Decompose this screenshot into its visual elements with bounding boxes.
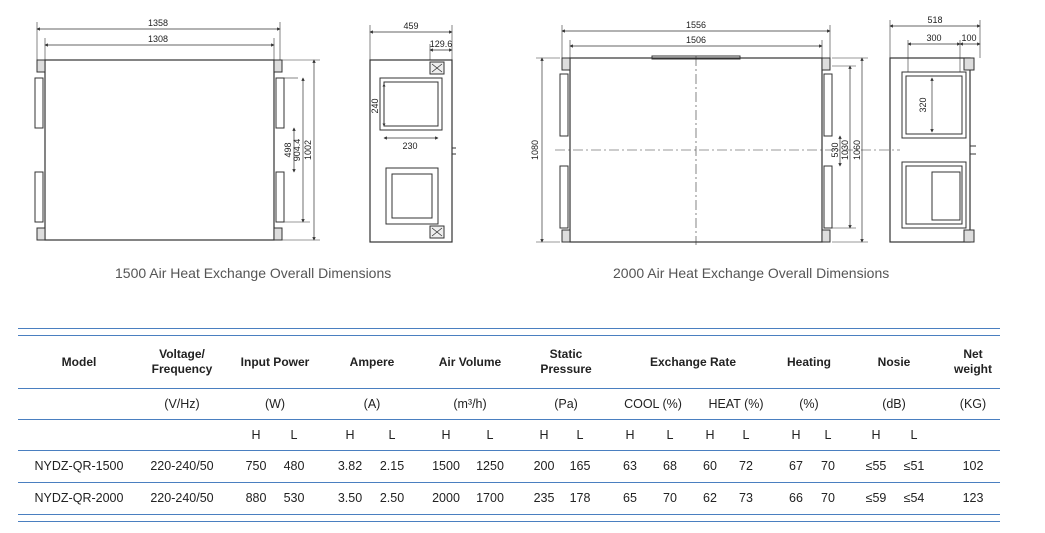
dim-1500-port-height: 240 [370, 98, 380, 114]
dim-2000-body-width: 1506 [685, 35, 707, 45]
cell-air-h: 1500 [432, 459, 460, 473]
cell-voltage: 220-240/50 [150, 459, 214, 473]
unit-heating: (%) [799, 396, 819, 411]
hl-power-l: L [290, 427, 298, 442]
unit-ampere: (A) [363, 396, 381, 411]
hl-heating-l: L [824, 427, 832, 442]
hl-noise-h: H [871, 427, 881, 442]
hl-air-l: L [486, 427, 494, 442]
cell-power-h: 750 [245, 459, 267, 473]
cell-noise-h: ≤59 [865, 491, 887, 505]
table-bottom-rule [18, 514, 1000, 522]
unit-pressure: (Pa) [554, 396, 578, 411]
caption-1500: 1500 Air Heat Exchange Overall Dimensions [115, 265, 392, 281]
cell-heating-h: 66 [789, 491, 803, 505]
cell-noise-l: ≤54 [903, 491, 925, 505]
unit-weight: (KG) [959, 396, 987, 411]
header-noise: Nosie [877, 354, 911, 369]
dim-2000-port-height: 320 [918, 97, 928, 113]
hl-heat-l: L [742, 427, 750, 442]
cell-air-l: 1700 [476, 491, 504, 505]
hl-cool-h: H [625, 427, 635, 442]
table-hl-row [18, 420, 1000, 450]
header-ampere: Ampere [349, 354, 395, 369]
unit-power: (W) [264, 396, 286, 411]
hl-power-h: H [251, 427, 261, 442]
cell-heating-h: 67 [789, 459, 803, 473]
cell-heat-l: 73 [739, 491, 753, 505]
cell-voltage: 220-240/50 [150, 491, 214, 505]
dim-2000-port-width: 300 [926, 33, 942, 43]
header-voltage: Voltage/ Frequency [151, 347, 213, 376]
header-net-weight: Net weight [954, 347, 992, 376]
hl-heat-h: H [705, 427, 715, 442]
hl-amp-h: H [345, 427, 355, 442]
cell-noise-h: ≤55 [865, 459, 887, 473]
hl-noise-l: L [910, 427, 918, 442]
dim-2000-overall-height: 1060 [852, 139, 862, 161]
cell-cool-l: 68 [663, 459, 677, 473]
header-air-volume: Air Volume [438, 354, 502, 369]
cell-heating-l: 70 [821, 459, 835, 473]
dim-2000-port-height: 530 [830, 142, 840, 158]
cell-air-l: 1250 [476, 459, 504, 473]
unit-2000-side-view [890, 20, 980, 242]
cell-amp-l: 2.15 [379, 459, 405, 473]
cell-heat-h: 62 [703, 491, 717, 505]
cell-sp-h: 200 [533, 459, 555, 473]
cell-air-h: 2000 [432, 491, 460, 505]
cell-amp-h: 3.82 [337, 459, 363, 473]
unit-1500-front-view [35, 22, 320, 240]
cell-sp-l: 178 [569, 491, 591, 505]
dim-2000-body-height: 1030 [840, 139, 850, 161]
unit-heat: HEAT (%) [708, 396, 764, 411]
dim-1500-body-width: 1308 [147, 34, 169, 44]
cell-weight: 123 [962, 491, 984, 505]
unit-model [18, 389, 140, 419]
header-model: Model [61, 354, 97, 369]
unit-noise: (dB) [882, 396, 906, 411]
cell-amp-l: 2.50 [379, 491, 405, 505]
cell-model: NYDZ-QR-2000 [34, 491, 124, 505]
cell-power-l: 480 [283, 459, 305, 473]
cell-cool-h: 63 [623, 459, 637, 473]
table-row [18, 483, 1000, 514]
unit-air-volume: (m³/h) [453, 396, 487, 411]
table-row [18, 451, 1000, 482]
header-heating: Heating [786, 354, 831, 369]
cell-sp-h: 235 [533, 491, 555, 505]
unit-cool: COOL (%) [624, 396, 682, 411]
table-units-row [18, 389, 1000, 419]
hl-air-h: H [441, 427, 451, 442]
header-exchange-rate: Exchange Rate [649, 354, 737, 369]
cell-heat-l: 72 [739, 459, 753, 473]
hl-heating-h: H [791, 427, 801, 442]
cell-amp-h: 3.50 [337, 491, 363, 505]
dim-1500-overall-height: 1002 [303, 139, 313, 161]
dim-1500-port-width: 230 [402, 141, 418, 151]
dim-2000-left-height: 1080 [530, 139, 540, 161]
cell-noise-l: ≤51 [903, 459, 925, 473]
cell-power-l: 530 [283, 491, 305, 505]
cell-power-h: 880 [245, 491, 267, 505]
dim-2000-overall-width: 1556 [685, 20, 707, 30]
dim-1500-port-offset: 129.6 [429, 39, 453, 49]
hl-sp-l: L [576, 427, 584, 442]
cell-cool-l: 70 [663, 491, 677, 505]
dim-1500-depth: 459 [403, 21, 419, 31]
spec-table [18, 328, 1000, 522]
dim-2000-depth: 518 [927, 15, 943, 25]
hl-cool-l: L [666, 427, 674, 442]
dim-1500-body-height: 904.4 [292, 138, 302, 162]
dim-1500-section-height: 498 [283, 142, 293, 158]
dim-2000-port-offset: 100 [961, 33, 977, 43]
unit-2000-front-view [536, 25, 900, 245]
cell-weight: 102 [962, 459, 984, 473]
hl-sp-h: H [539, 427, 549, 442]
cell-model: NYDZ-QR-1500 [34, 459, 124, 473]
unit-1500-side-view [370, 25, 456, 242]
header-input-power: Input Power [240, 354, 310, 369]
unit-voltage: (V/Hz) [164, 396, 200, 411]
dim-1500-overall-width: 1358 [147, 18, 169, 28]
cell-sp-l: 165 [569, 459, 591, 473]
cell-cool-h: 65 [623, 491, 637, 505]
cell-heating-l: 70 [821, 491, 835, 505]
caption-2000: 2000 Air Heat Exchange Overall Dimensions [613, 265, 890, 281]
hl-amp-l: L [388, 427, 396, 442]
table-header-row [18, 336, 1000, 388]
header-static-pressure: Static Pressure [540, 347, 592, 376]
table-top-rule [18, 328, 1000, 336]
cell-heat-h: 60 [703, 459, 717, 473]
